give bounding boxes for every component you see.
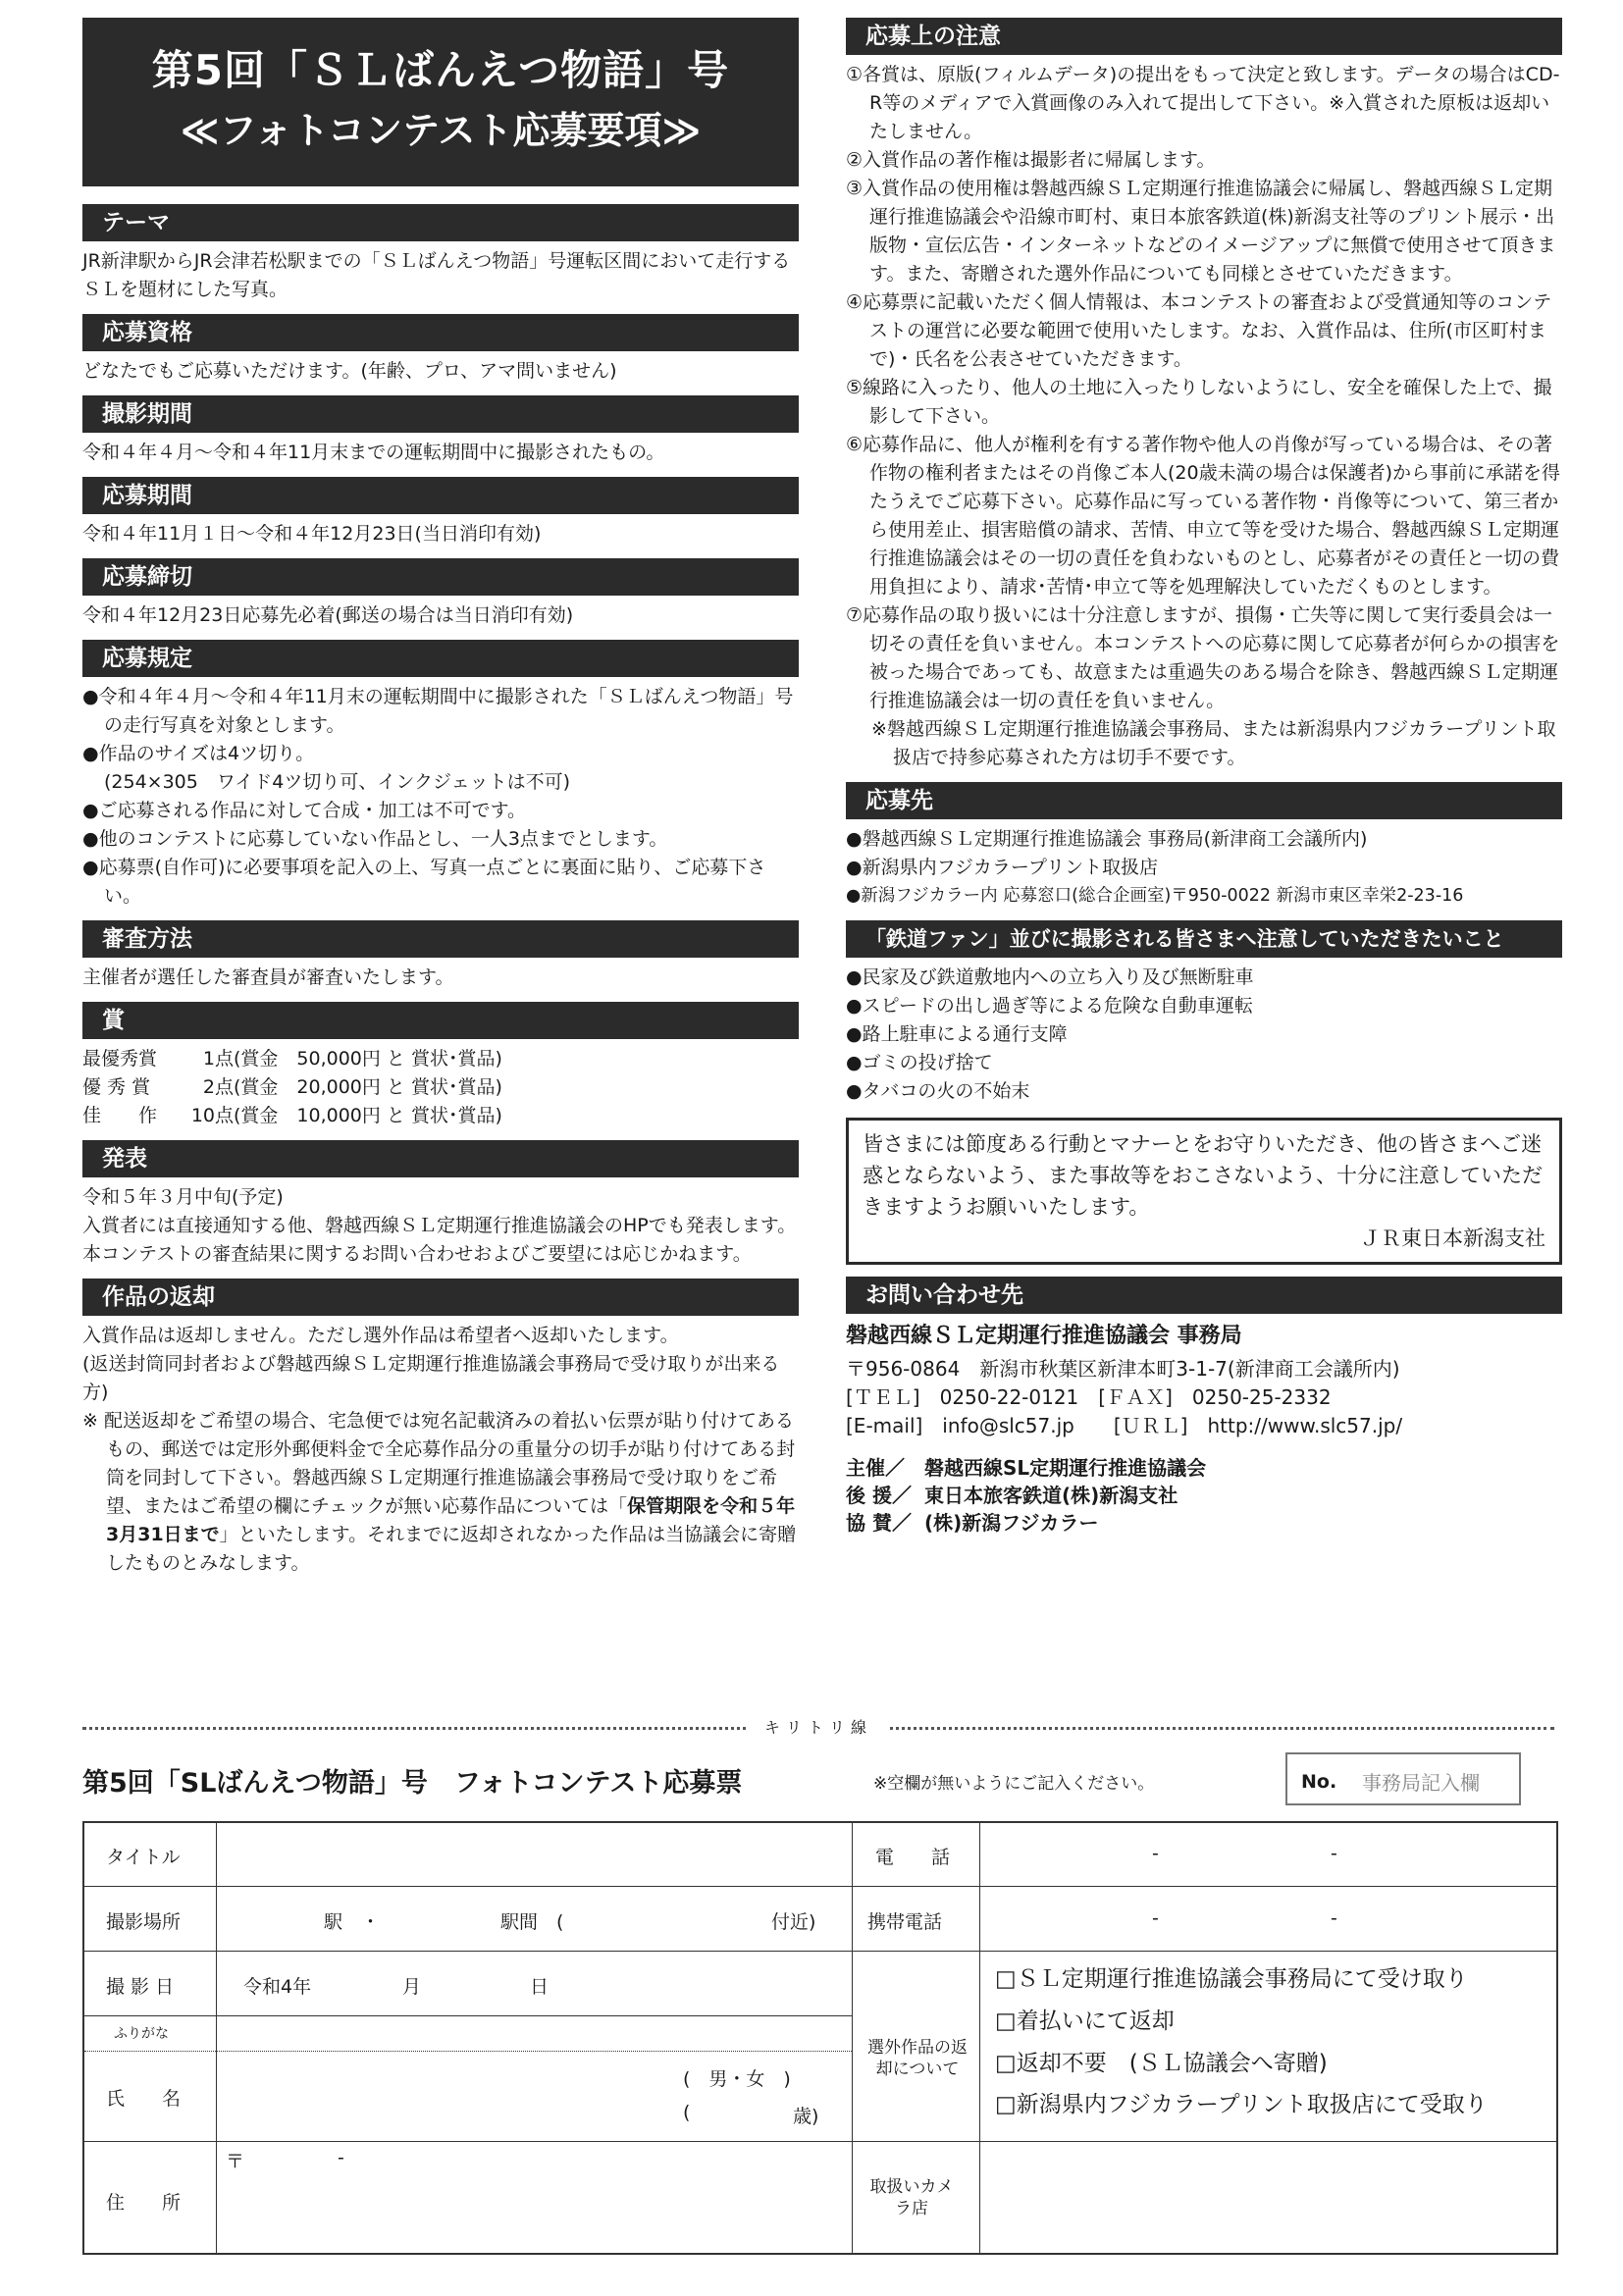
return-note-a: ※ 配送返却をご希望の場合、宅急便では宛名記載済みの着払い伝票が貼り付けてあるもの、郵送では定形外郵便料金で全応募作品分の重量分の切手が貼り付けてある封筒を同封して下さい。磐越西線ＳＬ定期運行推進協議会事務局で受け取りをご希望、またはご希望の欄にチェックが無い応募作品については「 [82, 1410, 796, 1517]
place-station-text: 駅 ・ [324, 1911, 381, 1933]
deadline-heading: 応募締切 [82, 558, 799, 596]
theme-heading: テーマ [82, 204, 799, 241]
return-note-b: 」といたします。それまでに返却されなかった作品は当協議会に寄贈したものとみなします。 [106, 1524, 797, 1574]
rules-item: ●令和４年４月～令和４年11月末の運転期間中に撮影された「ＳＬばんえつ物語」号の走行写真を対象とします。 [82, 686, 794, 736]
entry-period-text: 令和４年11月１日～令和４年12月23日(当日消印有効) [82, 523, 542, 545]
title-banner [82, 18, 799, 186]
postal-dash: - [338, 2147, 344, 2168]
place-field-label: 撮影場所 [106, 1911, 182, 1933]
phone-field[interactable] [979, 1823, 1556, 1886]
credit-value: 磐越西線SL定期運行推進協議会 [924, 1456, 1207, 1480]
title-field[interactable] [216, 1823, 852, 1886]
mobile-dash: - [1331, 1907, 1337, 1929]
return-option-checkbox[interactable]: □ＳＬ定期運行推進協議会事務局にて受け取り [995, 1966, 1468, 1992]
phone-dash: - [1152, 1843, 1159, 1864]
fans-item: ●ゴミの投げ捨て [846, 1052, 993, 1073]
entry-form-title: 第5回「SLばんえつ物語」号 フォトコンテスト応募票 [82, 1768, 743, 1799]
manner-signature: ＪＲ東日本新潟支社 [1360, 1226, 1545, 1250]
announcement-date: 令和５年３月中旬(予定) [82, 1186, 284, 1208]
rules-item: (254×305 ワイド4ツ切り可、インクジェットは不可) [104, 771, 571, 793]
shoot-period-heading: 撮影期間 [82, 395, 799, 433]
credit-label: 協 賛／ [846, 1511, 912, 1535]
submit-item: ●新潟県内フジカラープリント取扱店 [846, 857, 1159, 878]
rules-item: ●作品のサイズは4ツ切り。 [82, 743, 315, 764]
address-field-label: 住 所 [106, 2192, 182, 2214]
credit-row [846, 1509, 1562, 1537]
notes-heading: 応募上の注意 [846, 18, 1562, 55]
announcement-heading: 発表 [82, 1140, 799, 1177]
date-month-text: 月 [402, 1976, 422, 1998]
announcement-text: 入賞者には直接通知する他、磐越西線ＳＬ定期運行推進協議会のHPでも発表します。本コンテストの審査結果に関するお問い合わせおよびご要望には応じかねます。 [82, 1215, 797, 1265]
entry-period-heading: 応募期間 [82, 477, 799, 514]
award-name: 最優秀賞 [82, 1048, 158, 1070]
manner-message: 皆さまには節度ある行動とマナーとをお守りいただき、他の皆さまへご迷惑とならないよう、また事故等をおこさないよう、十分に注意していただきますようお願いいたします。 [863, 1132, 1543, 1219]
page-subtitle: ≪フォトコンテスト応募要項≫ [180, 109, 702, 152]
credit-row [846, 1482, 1562, 1509]
name-field-label: 氏 名 [106, 2088, 182, 2110]
age-close-text: 歳) [793, 2106, 819, 2127]
title-field-label: タイトル [106, 1847, 181, 1868]
camera-store-label: 取扱いカメラ店 [869, 2177, 954, 2218]
return-text: 入賞作品は返却しません。ただし選外作品は希望者へ返却いたします。 [82, 1325, 679, 1346]
awards-heading: 賞 [82, 1002, 799, 1039]
deadline-text: 令和４年12月23日応募先必着(郵送の場合は当日消印有効) [82, 604, 574, 626]
place-near-text: 付近) [771, 1911, 816, 1933]
return-note [82, 1407, 799, 1578]
page-title: 第5回「ＳＬばんえつ物語」号 [151, 46, 730, 94]
notes-item: ⑦応募作品の取り扱いには十分注意しますが、損傷・亡失等に関して実行委員会は一切その責任を負いません。本コンテストへの応募に関して応募者が何らかの損害を被った場合であっても、故意または重過失のある場合を除き、磐越西線ＳＬ定期運行推進協議会は一切の責任を負いません。 [846, 604, 1560, 711]
phone-dash: - [1331, 1843, 1337, 1864]
notes-item: ②入賞作品の著作権は撮影者に帰属します。 [846, 149, 1216, 171]
review-heading: 審査方法 [82, 920, 799, 958]
credit-row [846, 1454, 1562, 1482]
place-field[interactable] [216, 1886, 852, 1951]
form-divider [852, 1823, 853, 2253]
notes-item: ③入賞作品の使用権は磐越西線ＳＬ定期運行推進協議会に帰属し、磐越西線ＳＬ定期運行推進協議会や沿線市町村、東日本旅客鉄道(株)新潟支社等のプリント展示・出版物・宣伝広告・インターネットなどのイメージアップに無償で使用させて頂きます。また、寄贈された選外作品についても同様とさせていただきます。 [846, 178, 1556, 285]
return-heading: 作品の返却 [82, 1278, 799, 1316]
date-field-label: 撮 影 日 [106, 1976, 175, 1998]
award-row [82, 1073, 799, 1102]
manner-message-box [846, 1118, 1562, 1265]
name-field[interactable] [216, 2051, 852, 2141]
return-condition: (返送封筒同封者および磐越西線ＳＬ定期運行推進協議会事務局で受け取りが出来る方) [82, 1353, 780, 1403]
mobile-field-label: 携帯電話 [867, 1911, 943, 1933]
camera-store-field[interactable] [979, 2141, 1556, 2253]
notes-item: ⑤線路に入ったり、他人の土地に入ったりしないようにし、安全を確保した上で、撮影して下さい。 [846, 377, 1552, 427]
right-column [846, 18, 1562, 1537]
entry-form-table [82, 1821, 1558, 2255]
award-count: 2点 [202, 1076, 234, 1098]
credit-label: 後 援／ [846, 1484, 912, 1507]
phone-field-label: 電 話 [875, 1847, 951, 1868]
credit-value: (株)新潟フジカラー [924, 1511, 1099, 1535]
office-number-label: No. [1301, 1771, 1337, 1793]
award-count: 10点 [190, 1105, 234, 1126]
left-column [82, 18, 799, 1578]
furigana-field[interactable] [216, 2015, 852, 2051]
mobile-dash: - [1152, 1907, 1159, 1929]
gender-text: ( 男・女 ) [683, 2068, 791, 2090]
contact-phone-fax: [ＴＥＬ] 0250-22-0121 [ＦＡＸ] 0250-25-2332 [846, 1385, 1332, 1409]
contact-email-url[interactable]: [E-mail] info@slc57.jp [ＵＲＬ] http://www.slc57.jp/ [846, 1414, 1403, 1437]
cut-line-label: キリトリ線 [749, 1715, 888, 1738]
credit-label: 主催／ [846, 1456, 905, 1480]
rules-item: ●応募票(自作可)に必要事項を記入の上、写真一点ごとに裏面に貼り、ご応募下さい。 [82, 857, 766, 907]
award-detail: (賞金 10,000円 と 賞状･賞品) [234, 1105, 502, 1126]
date-field[interactable] [216, 1951, 852, 2015]
shoot-period-text: 令和４年４月～令和４年11月末までの運転期間中に撮影されたもの。 [82, 442, 665, 463]
return-option-label: 選外作品の返却について [867, 2038, 968, 2079]
fans-item: ●民家及び鉄道敷地内への立ち入り及び無断駐車 [846, 966, 1254, 988]
place-between-text: 駅間 ( [500, 1911, 564, 1933]
submit-heading: 応募先 [846, 782, 1562, 819]
age-open-text: ( [683, 2102, 691, 2123]
return-option-checkbox[interactable]: □返却不要 (ＳＬ協議会へ寄贈) [995, 2051, 1328, 2076]
entry-form-note: ※空欄が無いようにご記入ください。 [873, 1774, 1155, 1794]
furigana-label: ふりがな [114, 2026, 169, 2042]
contact-address: 〒956-0864 新潟市秋葉区新津本町3-1-7(新津商工会議所内) [846, 1357, 1400, 1381]
notes-sub: ※磐越西線ＳＬ定期運行推進協議会事務局、または新潟県内フジカラープリント取扱店で持参応募された方は切手不要です。 [871, 718, 1556, 768]
eligibility-heading: 応募資格 [82, 314, 799, 351]
rules-item: ●ご応募される作品に対して合成・加工は不可です。 [82, 800, 527, 821]
contact-organization: 磐越西線ＳＬ定期運行推進協議会 事務局 [846, 1324, 1242, 1348]
mobile-field[interactable] [979, 1886, 1556, 1951]
notes-item: ①各賞は、原版(フィルムデータ)の提出をもって決定と致します。データの場合はCD-R等のメディアで入賞画像のみ入れて提出して下さい。※入賞された原板は返却いたしません。 [846, 64, 1560, 142]
contact-heading: お問い合わせ先 [846, 1277, 1562, 1314]
award-count: 1点 [202, 1048, 234, 1070]
submit-item: ●新潟フジカラー内 応募窓口(総合企画室)〒950-0022 新潟市東区幸栄2-23-16 [846, 886, 1464, 906]
rules-item: ●他のコンテストに応募していない作品とし、一人3点までとします。 [82, 828, 668, 850]
office-use-box [1285, 1752, 1521, 1805]
return-option-checkbox[interactable]: □着払いにて返却 [995, 2009, 1175, 2034]
credit-value: 東日本旅客鉄道(株)新潟支社 [924, 1484, 1178, 1507]
storage-deadline: 保管期限を令和５年3月31日まで [106, 1495, 796, 1545]
postal-mark: 〒 [226, 2151, 245, 2172]
fans-item: ●スピードの出し過ぎ等による危険な自動車運転 [846, 995, 1253, 1017]
address-field[interactable] [216, 2141, 852, 2253]
award-row [82, 1045, 799, 1073]
date-era-text: 令和4年 [243, 1976, 312, 1998]
form-divider [852, 1951, 1556, 1952]
credits [846, 1454, 1562, 1537]
rules-heading: 応募規定 [82, 640, 799, 677]
submit-item: ●磐越西線ＳＬ定期運行推進協議会 事務局(新津商工会議所内) [846, 828, 1368, 850]
notes-item: ⑥応募作品に、他人が権利を有する著作物や他人の肖像が写っている場合は、その著作物の権利者またはその肖像ご本人(20歳未満の場合は保護者)から事前に承諾を得たうえでご応募下さい。応募作品に写っている著作物・肖像等について、第三者から使用差止、損害賠償の請求、苦情、申立て等を受けた場合、磐越西線ＳＬ定期運行推進協議会はその一切の責任を負わないものとし、応募者がその責任と一切の費用負担により、請求･苦情･申立て等を処理解決していただくものとします。 [846, 434, 1561, 598]
award-name: 優 秀 賞 [82, 1076, 151, 1098]
fans-heading: 「鉄道ファン」並びに撮影される皆さまへ注意していただきたいこと [846, 920, 1562, 958]
theme-text: JR新津駅からJR会津若松駅までの「ＳＬばんえつ物語」号運転区間において走行するＳＬを題材にした写真。 [82, 250, 791, 300]
return-option-checkbox[interactable]: □新潟県内フジカラープリント取扱店にて受取り [995, 2092, 1488, 2117]
eligibility-text: どなたでもご応募いただけます。(年齢、プロ、アマ問いません) [82, 360, 617, 382]
award-name: 佳 作 [82, 1105, 158, 1126]
office-use-label: 事務局記入欄 [1362, 1771, 1480, 1795]
fans-item: ●路上駐車による通行支障 [846, 1023, 1068, 1045]
cut-line [82, 1715, 1554, 1739]
award-detail: (賞金 50,000円 と 賞状･賞品) [234, 1048, 502, 1070]
date-day-text: 日 [530, 1976, 550, 1998]
review-text: 主催者が選任した審査員が審査いたします。 [82, 966, 454, 988]
award-detail: (賞金 20,000円 と 賞状･賞品) [234, 1076, 502, 1098]
award-row [82, 1102, 799, 1130]
fans-item: ●タバコの火の不始末 [846, 1080, 1030, 1102]
notes-item: ④応募票に記載いただく個人情報は、本コンテストの審査および受賞通知等のコンテストの運営に必要な範囲で使用いたします。なお、入賞作品は、住所(市区町村まで)・氏名を公表させていただきます。 [846, 291, 1552, 370]
